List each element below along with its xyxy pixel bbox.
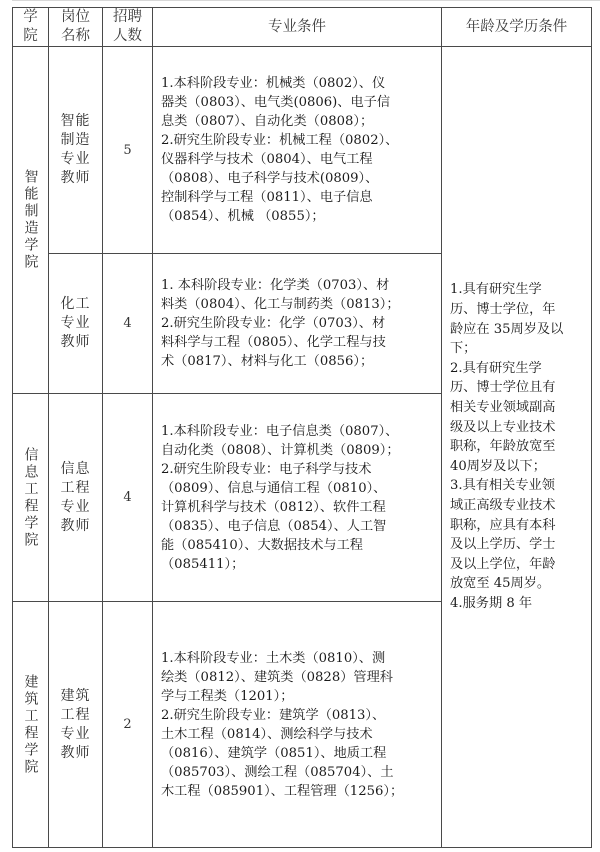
major-line: 计算机科学与技术（0812）、软件工程 [161, 499, 386, 515]
college-cell [13, 47, 49, 394]
major-line: 1. 本科阶段专业：化学类（0703）、材 [161, 278, 390, 293]
age-edu-line: 职称，应具有本科 [450, 517, 556, 533]
major-line: 绘类（0812）、建筑类（0828）管理科 [161, 669, 393, 685]
major-line: （0808）、电子科学与技术(0809）、 [161, 171, 379, 186]
recruitment-table-container [12, 7, 591, 847]
major-line: 料类（0804）、化工与制药类（0813）； [161, 297, 400, 312]
position-cell [49, 254, 103, 394]
header-count: 招聘人数 [103, 8, 153, 47]
major-line: 自动化类（0808）、计算机类（0809）； [161, 442, 400, 458]
age-education-cell [442, 47, 592, 848]
header-position: 岗位名称 [49, 8, 103, 47]
major-line: （0809）、信息与通信工程（0810）、 [161, 480, 387, 496]
major-line: 木工程（085901）、工程管理（1256）； [161, 783, 404, 799]
count-cell: 2 [103, 602, 153, 848]
major-line: （0835）、电子信息（0854）、人工智 [161, 518, 387, 534]
major-line: （085703）、测绘工程（085704）、土 [161, 764, 394, 780]
age-edu-line: 及以上学位，年龄 [450, 556, 556, 572]
count-cell: 4 [103, 254, 153, 394]
major-line: 1.本科阶段专业：机械类（0802）、仪 [161, 76, 386, 91]
age-edu-line: 4.服务期 8 年 [450, 595, 533, 611]
position-name: 化工专业教师 [60, 296, 91, 350]
count-cell: 5 [103, 47, 153, 254]
position-cell [49, 47, 103, 254]
major-line: 2.研究生阶段专业：电子科学与技术 [161, 461, 372, 477]
major-line: 术（0817）、材料与化工（0856）； [161, 354, 374, 369]
age-edu-line: 相关专业领域副高 [450, 400, 556, 416]
position-cell [49, 394, 103, 602]
table-header-row [13, 8, 592, 47]
major-line: 1.本科阶段专业：电子信息类（0807）、 [161, 423, 399, 439]
age-edu-line: 放宽至 45周岁。 [450, 576, 551, 592]
count-cell: 4 [103, 394, 153, 602]
major-line: 1.本科阶段专业：土木类（0810）、测 [161, 650, 386, 666]
age-edu-line: 40周岁及以下； [450, 458, 546, 474]
college-name: 信息工程学院 [22, 446, 39, 549]
header-major: 专业条件 [153, 8, 442, 47]
major-requirements-cell [153, 602, 442, 848]
major-line: 仪器科学与技术（0804）、电气工程 [161, 152, 373, 167]
position-name: 建筑工程专业教师 [60, 687, 91, 761]
major-line: （085411）； [161, 556, 245, 572]
major-line: 器类（0803）、电气类(0806)、电子信 [161, 95, 391, 110]
age-edu-line: 职称，年龄放宽至 [450, 439, 556, 455]
age-edu-line: 3.具有相关专业领 [450, 478, 555, 494]
major-requirements-cell [153, 254, 442, 394]
major-line: （0816）、建筑学（0851）、地质工程 [161, 745, 387, 761]
position-name: 智能制造专业教师 [60, 113, 91, 186]
age-edu-line: 龄应在 35周岁及以 [450, 321, 564, 337]
major-line: 土木工程（0814）、测绘科学与技术 [161, 726, 373, 742]
position-cell [49, 602, 103, 848]
major-requirements-cell [153, 47, 442, 254]
major-line: 料科学与工程（0805）、化学工程与技 [161, 335, 386, 350]
college-name: 智能制造学院 [22, 169, 39, 271]
page-top-rule [12, 0, 600, 1]
major-line: （0854）、机械 （0855）； [161, 209, 325, 224]
college-name: 建筑工程学院 [22, 673, 39, 776]
age-edu-line: 1.具有研究生学 [450, 282, 542, 298]
major-line: 控制科学与工程（0811）、电子信息 [161, 190, 373, 205]
age-edu-line: 及以上学历、学士 [450, 537, 556, 553]
major-requirements-cell [153, 394, 442, 602]
major-line: 2.研究生阶段专业：机械工程（0802）、 [161, 133, 399, 148]
major-line: 能（085410）、大数据技术与工程 [161, 537, 363, 553]
age-edu-line: 级及以上专业技术 [450, 419, 556, 435]
college-cell [13, 394, 49, 602]
age-edu-line: 域正高级专业技术 [450, 497, 556, 513]
recruitment-table [12, 7, 592, 848]
age-edu-line: 历、博士学位，年 [450, 302, 556, 318]
age-edu-line: 2.具有研究生学 [450, 360, 542, 376]
major-line: 息类（0807）、自动化类（0808）； [161, 114, 374, 129]
position-name: 信息工程专业教师 [60, 460, 91, 534]
major-line: 学与工程类（1201）； [161, 688, 294, 704]
header-age-edu: 年龄及学历条件 [442, 8, 592, 47]
college-cell [13, 602, 49, 848]
age-edu-line: 下； [450, 341, 477, 357]
major-line: 2.研究生阶段专业：建筑学（0813）、 [161, 707, 386, 723]
age-edu-line: 历、博士学位且有 [450, 380, 556, 396]
major-line: 2.研究生阶段专业：化学（0703）、材 [161, 316, 386, 331]
header-college: 学院 [13, 8, 49, 47]
table-row [13, 47, 592, 254]
